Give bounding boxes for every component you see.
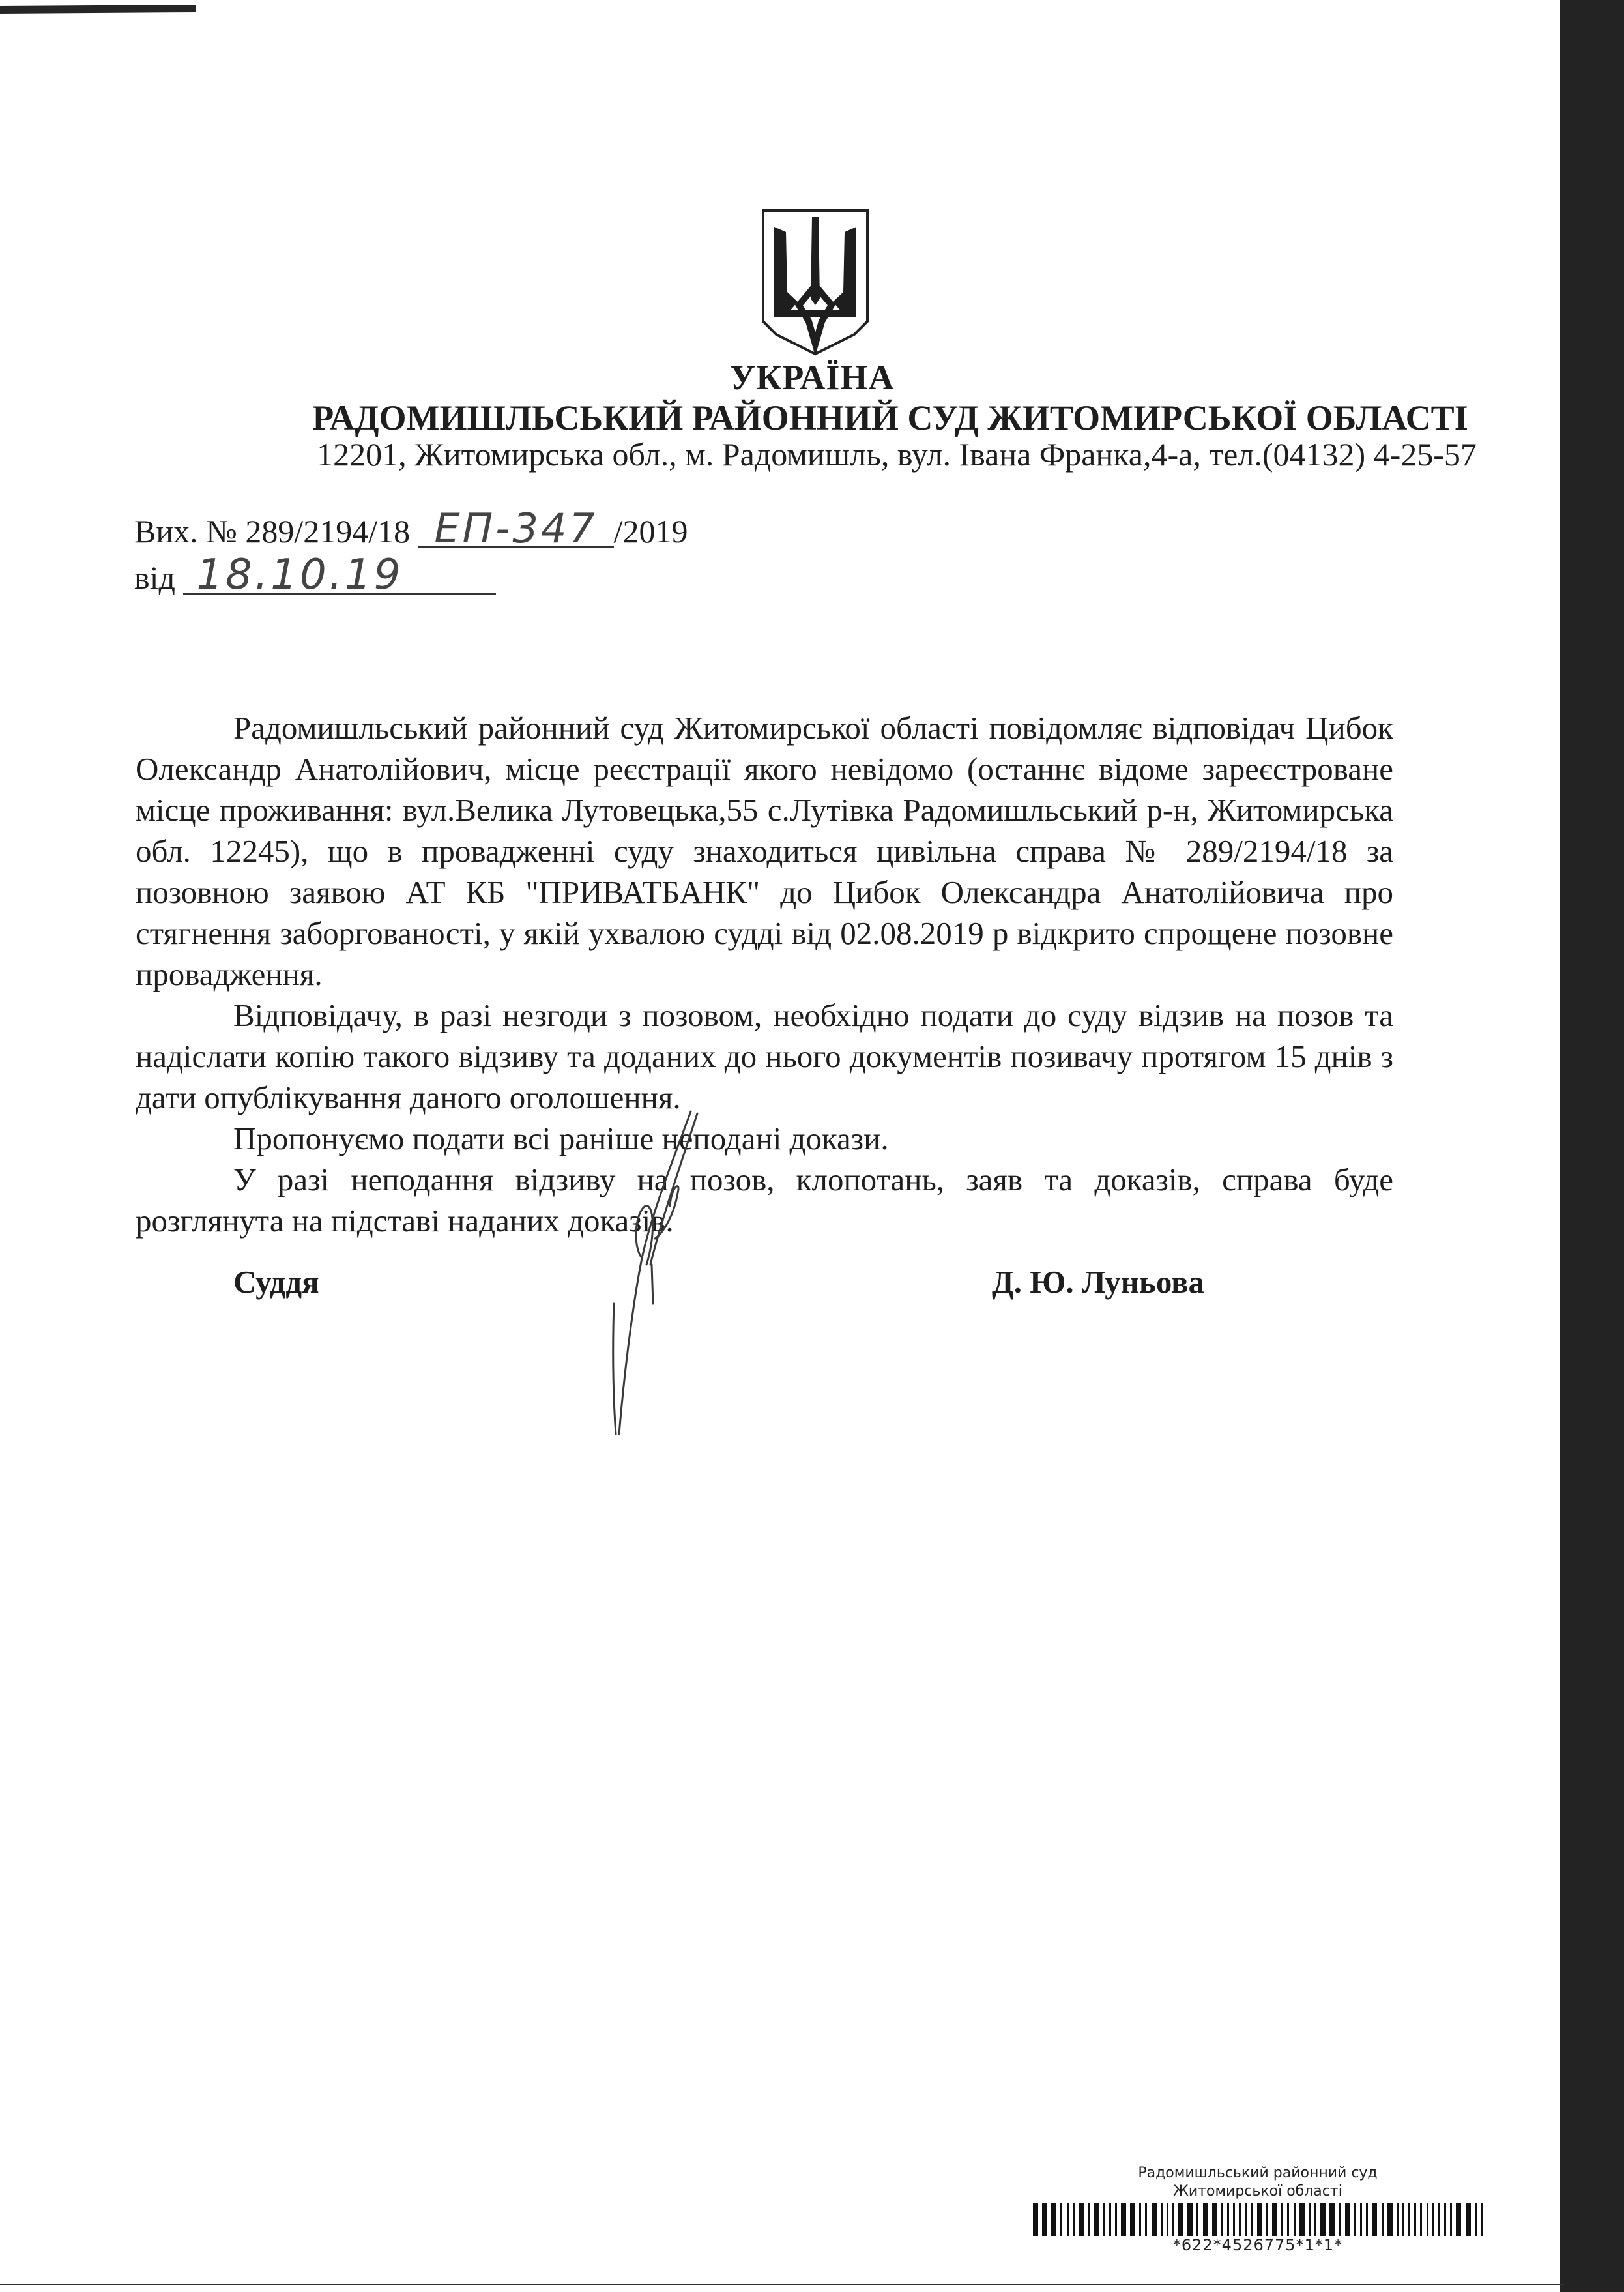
- barcode-bar: [1088, 2203, 1090, 2236]
- barcode-bar: [1051, 2203, 1056, 2236]
- barcode-bar: [1103, 2203, 1105, 2236]
- barcode-bar: [1397, 2203, 1399, 2236]
- barcode-bar: [1161, 2203, 1163, 2236]
- barcode-bar: [1167, 2203, 1168, 2236]
- signatory-name: Д. Ю. Луньова: [992, 1264, 1205, 1300]
- barcode-bar: [1345, 2203, 1350, 2236]
- handwritten-signature-icon: [573, 1108, 756, 1447]
- court-address: 12201, Житомирська обл., м. Радомишль, вул. Івана Франка,4-а, тел.(04132) 4-25-57: [317, 436, 1477, 473]
- barcode-bar: [1187, 2203, 1193, 2236]
- scan-edge-bottom: [0, 2284, 1564, 2285]
- date-label: від: [134, 559, 175, 596]
- registry-stamp: [1017, 2164, 1499, 2254]
- barcode-bar: [1450, 2203, 1452, 2236]
- barcode-number: *622*4526775*1*1*: [1172, 2236, 1343, 2254]
- barcode-bar: [1042, 2203, 1047, 2236]
- barcode-bar: [1245, 2203, 1247, 2236]
- paragraph-consequences: У разі неподання відзиву на позов, клопотань, заяв та доказів, справа буде розглянута на підставі наданих доказів.: [136, 1162, 1393, 1239]
- barcode-bar: [1414, 2203, 1416, 2236]
- trident-coat-of-arms-icon: [760, 207, 871, 359]
- barcode-bar: [1233, 2203, 1235, 2236]
- notice-body: [136, 707, 1393, 1241]
- outgoing-number-prefix: Вих. № 289/2194/18: [134, 513, 411, 550]
- barcode-bar: [1475, 2203, 1477, 2236]
- barcode-bar: [1079, 2203, 1084, 2236]
- barcode-bar: [1094, 2203, 1099, 2236]
- barcode-bar: [1287, 2203, 1289, 2236]
- barcode-bar: [1145, 2203, 1147, 2236]
- paragraph-evidence: Пропонуємо подати всі раніше неподані докази.: [233, 1121, 889, 1156]
- barcode-bar: [1438, 2203, 1440, 2236]
- barcode-bar: [1432, 2203, 1434, 2236]
- barcode-bar: [1481, 2203, 1483, 2236]
- barcode-bar: [1466, 2203, 1471, 2236]
- barcode-bar: [1427, 2203, 1428, 2236]
- court-heading: РАДОМИШЛЬСЬКИЙ РАЙОННИЙ СУД ЖИТОМИРСЬКОЇ ОБЛАСТІ: [312, 398, 1468, 437]
- barcode-bar: [1196, 2203, 1198, 2236]
- barcode-bar: [1408, 2203, 1410, 2236]
- barcode-bar: [1272, 2203, 1277, 2236]
- barcode-bar: [1456, 2203, 1461, 2236]
- barcode-bar: [1060, 2203, 1062, 2236]
- barcode-bar: [1354, 2203, 1356, 2236]
- barcode-icon: [1033, 2203, 1483, 2236]
- barcode-bar: [1212, 2203, 1217, 2236]
- country-heading: УКРАЇНА: [729, 358, 895, 397]
- barcode-bar: [1382, 2203, 1384, 2236]
- barcode-bar: [1257, 2203, 1262, 2236]
- barcode-bar: [1294, 2203, 1296, 2236]
- barcode-bar: [1420, 2203, 1422, 2236]
- scan-edge-right: [1564, 0, 1624, 2292]
- barcode-bar: [1387, 2203, 1393, 2236]
- outgoing-year-suffix: /2019: [613, 513, 688, 550]
- scan-edge-top: [0, 5, 196, 14]
- barcode-bar: [1251, 2203, 1253, 2236]
- handwritten-date: 18.10.19: [183, 557, 496, 595]
- barcode-bar: [1121, 2203, 1126, 2236]
- barcode-bar: [1139, 2203, 1141, 2236]
- outgoing-reference: [134, 505, 688, 599]
- barcode-bar: [1320, 2203, 1326, 2236]
- barcode-bar: [1339, 2203, 1341, 2236]
- barcode-bar: [1239, 2203, 1241, 2236]
- barcode-bar: [1172, 2203, 1174, 2236]
- barcode-bar: [1329, 2203, 1335, 2236]
- barcode-bar: [1067, 2203, 1069, 2236]
- barcode-bar: [1314, 2203, 1316, 2236]
- paragraph-response-instructions: Відповідачу, в разі незгоди з позовом, необхідно подати до суду відзив на позов та надіслати копію такого відзиву та доданих до нього документів позивачу протягом 15 днів з дати опублікування даного оголошення.: [136, 997, 1393, 1115]
- barcode-bar: [1360, 2203, 1362, 2236]
- barcode-bar: [1073, 2203, 1075, 2236]
- stamp-court-line1: Радомишльський районний суд: [1138, 2165, 1378, 2181]
- barcode-bar: [1203, 2203, 1208, 2236]
- barcode-bar: [1115, 2203, 1117, 2236]
- barcode-bar: [1372, 2203, 1377, 2236]
- barcode-bar: [1402, 2203, 1404, 2236]
- barcode-bar: [1033, 2203, 1038, 2236]
- handwritten-outgoing-number: ЕП-347: [418, 512, 614, 548]
- paragraph-notice: Радомишльський районний суд Житомирської області повідомляє відповідач Цибок Олександр Анатолійович, місце реєстрації якого невідомо (останнє відоме зареєстроване місце проживання: вул.Велика Лутовецька,55 с.Лутівка Радомишльський р-н, Житомирська обл. 12245), що в провадженні суду знаходиться цивільна справа № 289/2194/18 за позовною заявою АТ КБ "ПРИВАТБАНК" до Цибок Олександра Анатолійовича про стягнення заборгованості, у якій ухвалою судді від 02.08.2019 р відкрито спрощене позовне провадження.: [136, 710, 1393, 992]
- barcode-bar: [1266, 2203, 1268, 2236]
- stamp-court-line2: Житомирської області: [1173, 2183, 1342, 2199]
- barcode-bar: [1109, 2203, 1111, 2236]
- barcode-bar: [1227, 2203, 1229, 2236]
- signatory-title: Суддя: [233, 1264, 319, 1300]
- barcode-bar: [1444, 2203, 1446, 2236]
- barcode-bar: [1130, 2203, 1135, 2236]
- barcode-bar: [1178, 2203, 1183, 2236]
- barcode-bar: [1299, 2203, 1305, 2236]
- barcode-bar: [1221, 2203, 1223, 2236]
- barcode-bar: [1366, 2203, 1368, 2236]
- barcode-bar: [1281, 2203, 1283, 2236]
- barcode-bar: [1152, 2203, 1157, 2236]
- barcode-bar: [1309, 2203, 1311, 2236]
